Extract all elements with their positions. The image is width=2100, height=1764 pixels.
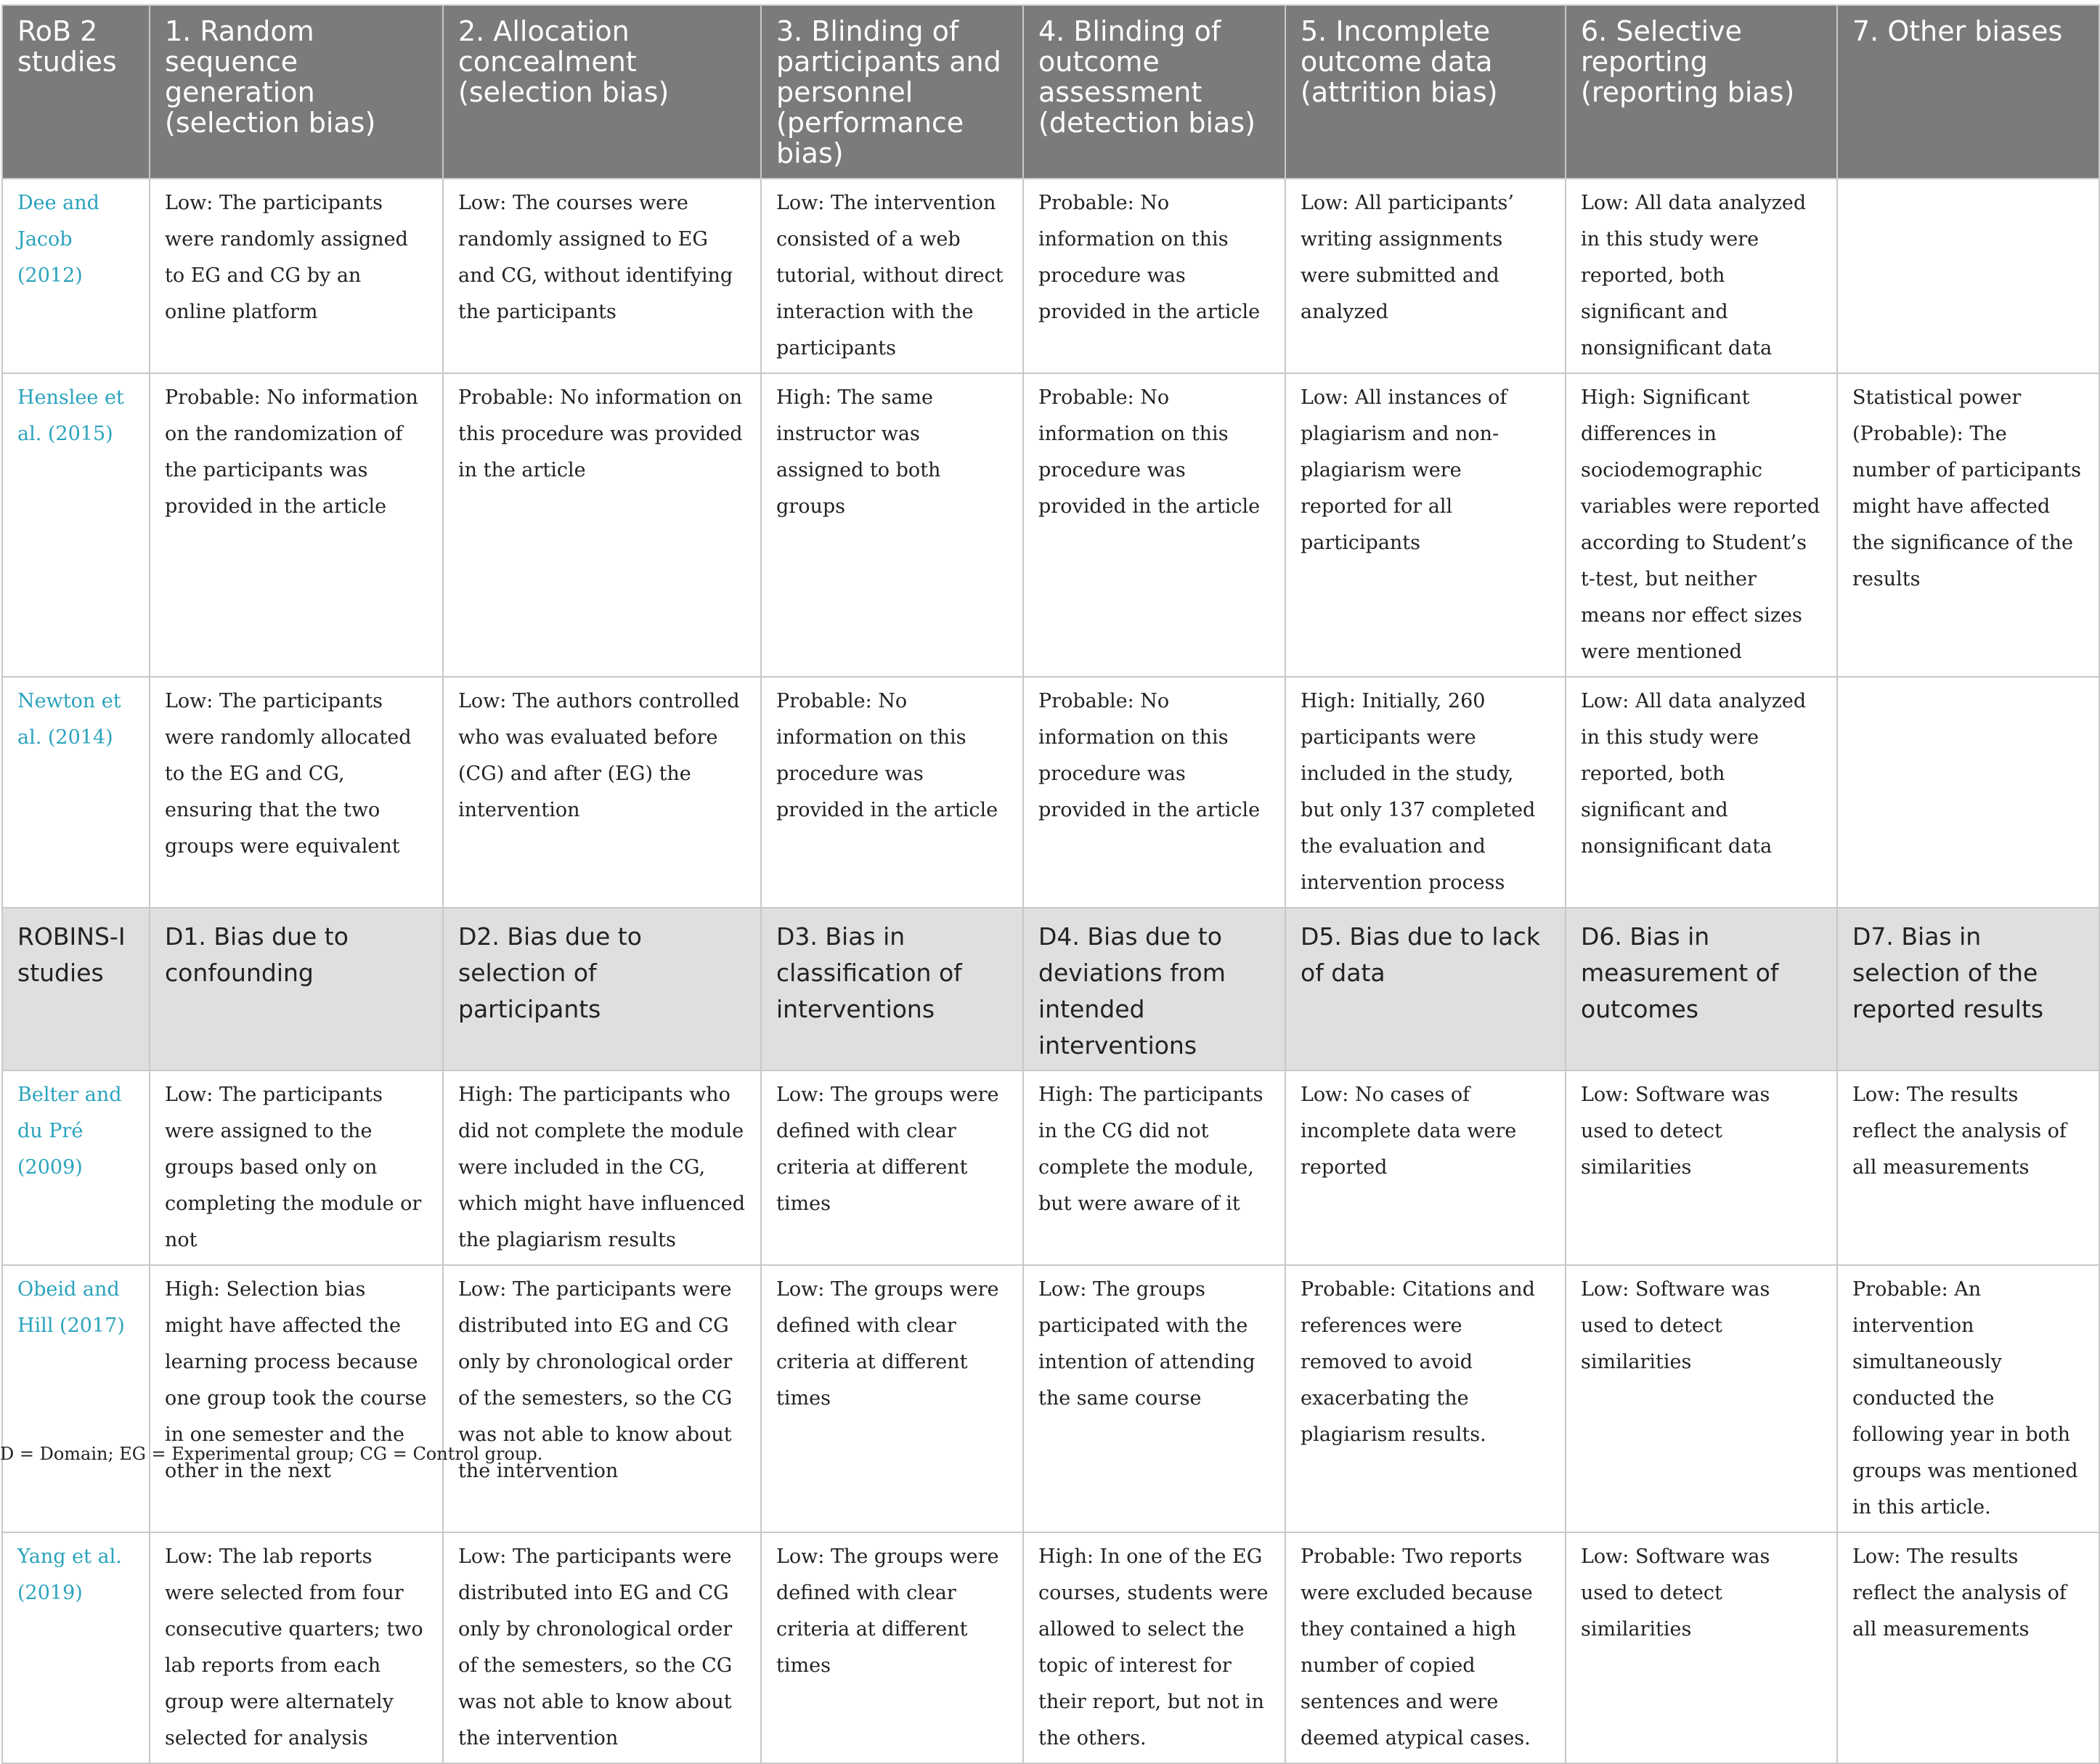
table-cell: High: The same instructor was assigned to both groups	[761, 373, 1023, 677]
table-cell: High: The participants who did not complete the module were included in the CG, which might have influenced the plagiarism results	[443, 1070, 761, 1265]
table-cell: Low: The participants were assigned to the groups based only on completing the module or not	[150, 1070, 443, 1265]
table-cell: Low: The groups participated with the intention of attending the same course	[1023, 1265, 1285, 1532]
table-cell: Low: The results reflect the analysis of all measurements	[1837, 1532, 2099, 1763]
table-cell: Low: The authors controlled who was evaluated before (CG) and after (EG) the intervention	[443, 677, 761, 908]
study-link[interactable]: Dee and Jacob (2012)	[2, 179, 150, 373]
table-cell: Low: Software was used to detect similarities	[1566, 1265, 1837, 1532]
table-cell: Probable: No information on this procedure was provided in the article	[1023, 373, 1285, 677]
robins-header-cell: D1. Bias due to confounding	[150, 908, 443, 1070]
robins-header-cell: D7. Bias in selection of the reported results	[1837, 908, 2099, 1070]
table-cell: Statistical power (Probable): The number of participants might have affected the significance of the results	[1837, 373, 2099, 677]
table-cell: Probable: No information on this procedure was provided in the article	[443, 373, 761, 677]
table-cell: Probable: No information on this procedure was provided in the article	[1023, 677, 1285, 908]
table-cell: Low: Software was used to detect similarities	[1566, 1070, 1837, 1265]
rob2-header-cell: 5. Incomplete outcome data (attrition bias)	[1285, 5, 1566, 179]
table-cell: Low: The groups were defined with clear criteria at different times	[761, 1532, 1023, 1763]
rob2-header-cell: 4. Blinding of outcome assessment (detection bias)	[1023, 5, 1285, 179]
rob2-header-row	[2, 5, 2099, 179]
table-cell: High: The participants in the CG did not complete the module, but were aware of it	[1023, 1070, 1285, 1265]
robins-header-cell: D2. Bias due to selection of participants	[443, 908, 761, 1070]
study-link[interactable]: Yang et al. (2019)	[2, 1532, 150, 1763]
robins-header-cell: D5. Bias due to lack of data	[1285, 908, 1566, 1070]
table-cell: High: Initially, 260 participants were included in the study, but only 137 completed the evaluation and intervention process	[1285, 677, 1566, 908]
table-cell: Low: The groups were defined with clear criteria at different times	[761, 1070, 1023, 1265]
table-cell: High: In one of the EG courses, students were allowed to select the topic of interest for their report, but not in the others.	[1023, 1532, 1285, 1763]
robins-header-cell: D4. Bias due to deviations from intended interventions	[1023, 908, 1285, 1070]
table-cell: Low: The courses were randomly assigned to EG and CG, without identifying the participants	[443, 179, 761, 373]
table-cell: Low: The groups were defined with clear criteria at different times	[761, 1265, 1023, 1532]
table-cell: Low: All instances of plagiarism and non-plagiarism were reported for all participants	[1285, 373, 1566, 677]
rob2-header-cell: 1. Random sequence generation (selection bias)	[150, 5, 443, 179]
study-link[interactable]: Belter and du Pré (2009)	[2, 1070, 150, 1265]
table-cell: Low: The participants were randomly assigned to EG and CG by an online platform	[150, 179, 443, 373]
table-cell: Low: All data analyzed in this study were reported, both significant and nonsignificant data	[1566, 677, 1837, 908]
rob2-header-cell: 3. Blinding of participants and personnel (performance bias)	[761, 5, 1023, 179]
table-cell: Low: All data analyzed in this study were reported, both significant and nonsignificant data	[1566, 179, 1837, 373]
study-link[interactable]: Obeid and Hill (2017)	[2, 1265, 150, 1532]
table-row	[2, 1532, 2099, 1763]
table-cell	[1837, 179, 2099, 373]
table-cell: Probable: An intervention simultaneously conducted the following year in both groups was mentioned in this article.	[1837, 1265, 2099, 1532]
table-cell: Probable: No information on this procedure was provided in the article	[1023, 179, 1285, 373]
table-cell: Low: No cases of incomplete data were reported	[1285, 1070, 1566, 1265]
risk-of-bias-table	[1, 4, 2100, 1764]
table-row	[2, 1070, 2099, 1265]
rob2-header-cell: RoB 2 studies	[2, 5, 150, 179]
table-row	[2, 373, 2099, 677]
robins-header-cell: ROBINS-I studies	[2, 908, 150, 1070]
robins-header-cell: D6. Bias in measurement of outcomes	[1566, 908, 1837, 1070]
table-cell: Low: Software was used to detect similarities	[1566, 1532, 1837, 1763]
table-cell: Low: All participants’ writing assignments were submitted and analyzed	[1285, 179, 1566, 373]
study-link[interactable]: Henslee et al. (2015)	[2, 373, 150, 677]
table-cell: Low: The results reflect the analysis of all measurements	[1837, 1070, 2099, 1265]
rob2-header-cell: 6. Selective reporting (reporting bias)	[1566, 5, 1837, 179]
table-row	[2, 677, 2099, 908]
table-cell	[1837, 677, 2099, 908]
table-row	[2, 179, 2099, 373]
table-cell: Low: The participants were randomly allocated to the EG and CG, ensuring that the two groups were equivalent	[150, 677, 443, 908]
robins-header-row	[2, 908, 2099, 1070]
robins-header-cell: D3. Bias in classification of interventions	[761, 908, 1023, 1070]
table-cell: Probable: Two reports were excluded because they contained a high number of copied sentences and were deemed atypical cases.	[1285, 1532, 1566, 1763]
table-cell: Low: The participants were distributed into EG and CG only by chronological order of the semesters, so the CG was not able to know about the intervention	[443, 1532, 761, 1763]
rob2-header-cell: 7. Other biases	[1837, 5, 2099, 179]
table-cell: Low: The intervention consisted of a web tutorial, without direct interaction with the participants	[761, 179, 1023, 373]
table-row	[2, 1265, 2099, 1532]
table-cell: Low: The participants were distributed into EG and CG only by chronological order of the semesters, so the CG was not able to know about the intervention	[443, 1265, 761, 1532]
study-link[interactable]: Newton et al. (2014)	[2, 677, 150, 908]
table-cell: Probable: No information on the randomization of the participants was provided in the article	[150, 373, 443, 677]
table-cell: Low: The lab reports were selected from four consecutive quarters; two lab reports from each group were alternately selected for analysis	[150, 1532, 443, 1763]
table-footnote: D = Domain; EG = Experimental group; CG = Control group.	[0, 1444, 543, 1464]
table-cell: Probable: No information on this procedure was provided in the article	[761, 677, 1023, 908]
table-cell: Probable: Citations and references were removed to avoid exacerbating the plagiarism results.	[1285, 1265, 1566, 1532]
rob2-header-cell: 2. Allocation concealment (selection bias)	[443, 5, 761, 179]
table-cell: High: Significant differences in sociodemographic variables were reported according to Student’s t-test, but neither means nor effect sizes were mentioned	[1566, 373, 1837, 677]
table-cell: High: Selection bias might have affected the learning process because one group took the course in one semester and the other in the next	[150, 1265, 443, 1532]
